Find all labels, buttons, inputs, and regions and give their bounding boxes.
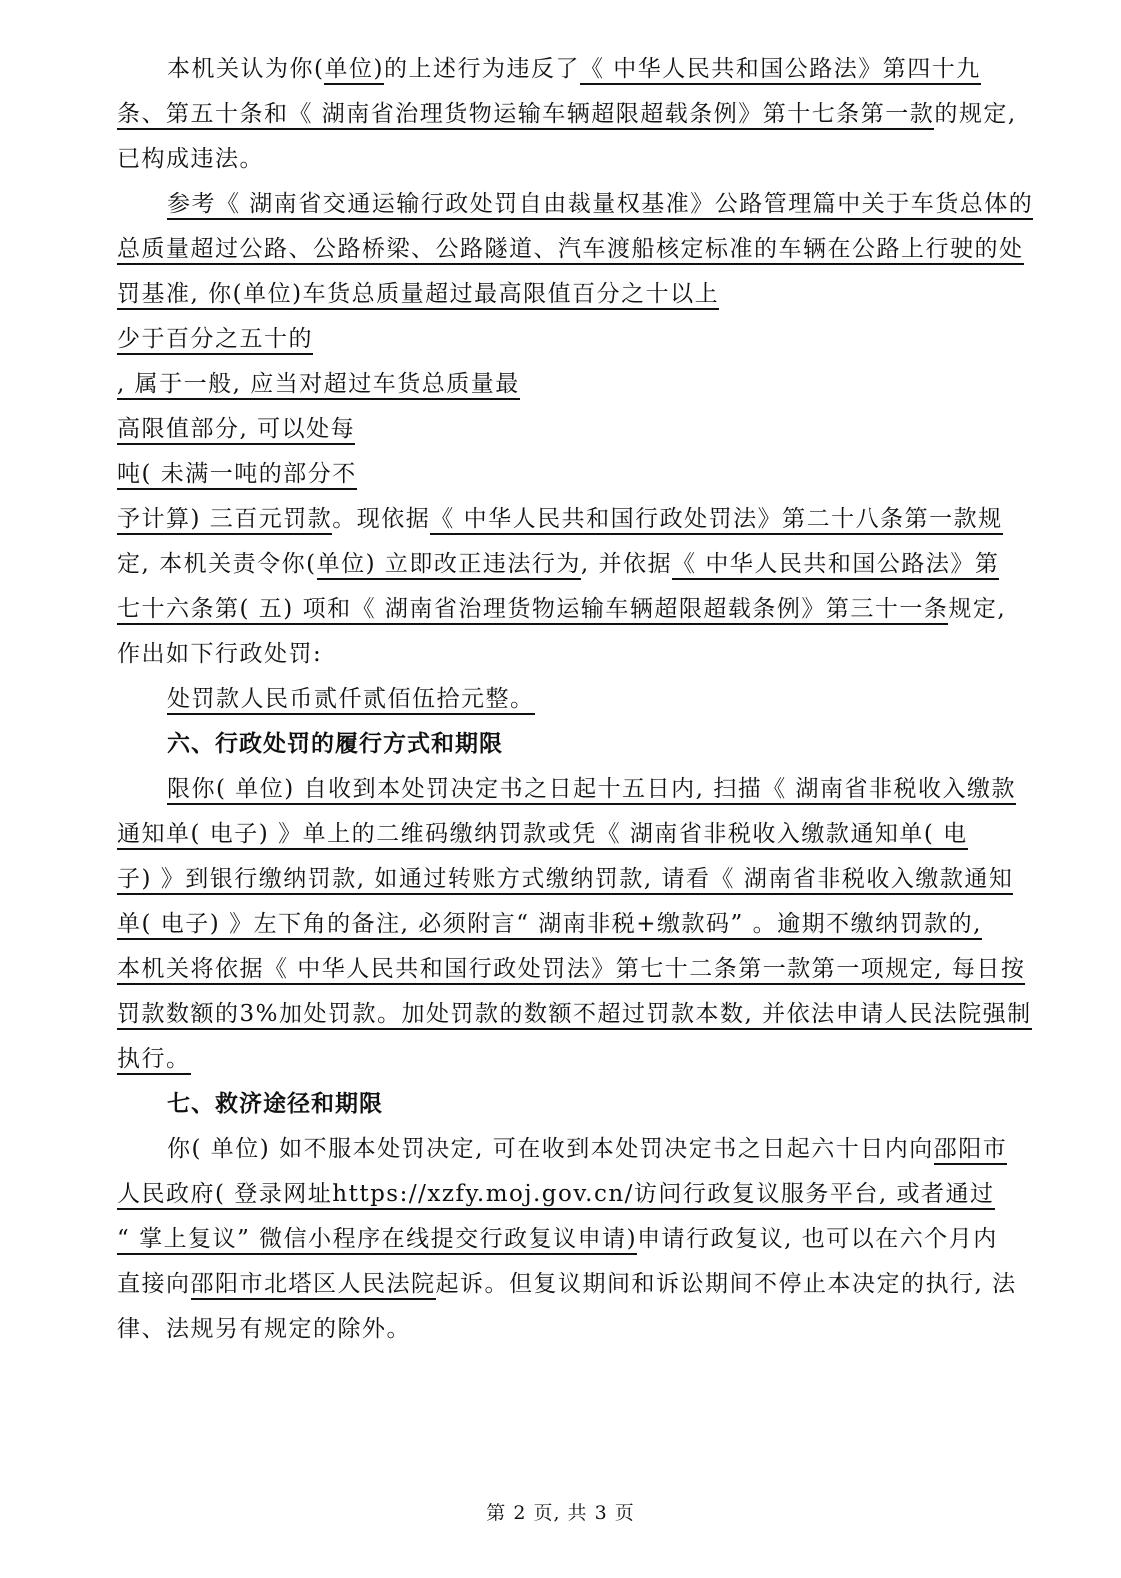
filled-authority: 人民政府( 登录网址https://xzfy.moj.gov.cn/访问行政复议服务平台, 或者通过: [117, 1181, 995, 1210]
text: 你( 单位) 如不服本处罚决定, 可在收到本处罚决定书之日起六十日内向: [167, 1136, 934, 1162]
text: 律、法规另有规定的除外。: [117, 1316, 411, 1342]
heading-text: 六、行政处罚的履行方式和期限: [167, 730, 503, 757]
page-number-label: 第 2 页, 共 3 页: [486, 1502, 635, 1524]
reference-line-5: [117, 369, 520, 401]
reference-line-1: [167, 189, 1033, 221]
section-seven-line-1: [167, 1134, 1007, 1166]
reference-line-2: [117, 234, 1024, 266]
section-six-line-7: [117, 1044, 191, 1076]
violation-line-3: [117, 144, 264, 176]
filled-law: 《 中华人民共和国行政处罚法》第二十八条第一款规: [430, 506, 1002, 535]
filled-text: 吨( 未满一吨的部分不: [117, 461, 357, 490]
filled-text: 限你( 单位) 自收到本处罚决定书之日起十五日内, 扫描《 湖南省非税收入缴款: [167, 776, 1016, 805]
filled-law: 条、第五十条和《 湖南省治理货物运输车辆超限超载条例》第十七条第一款: [117, 101, 934, 130]
violation-line-1: [167, 54, 981, 86]
filled-text: 予计算) 三百元罚款: [117, 506, 332, 535]
filled-law: 《 中华人民共和国公路法》第: [672, 551, 999, 580]
filled-authority: “ 掌上复议” 微信小程序在线提交行政复议申请): [117, 1226, 637, 1255]
section-seven-line-3: [117, 1224, 998, 1256]
reference-line-11: [117, 639, 322, 671]
section-six-line-1: [167, 774, 1016, 806]
section-six-line-3: [117, 864, 1013, 896]
section-seven-heading: [167, 1089, 383, 1121]
page-number: [0, 1500, 1121, 1526]
violation-line-2: [117, 99, 1017, 131]
filled-text: 单( 电子) 》左下角的备注, 必须附言“ 湖南非税+缴款码” 。逾期不缴纳罚款的,: [117, 911, 982, 940]
reference-line-3: [117, 279, 719, 311]
section-seven-line-5: [117, 1314, 411, 1346]
section-seven-line-4: [117, 1269, 1017, 1301]
text: 作出如下行政处罚:: [117, 641, 323, 667]
filled-law: 七十六条第( 五) 项和《 湖南省治理货物运输车辆超限超载条例》第三十一条: [117, 596, 948, 625]
text: 本机关认为你(: [167, 56, 325, 82]
reference-line-4: [117, 324, 313, 356]
filled-text: 罚基准, 你(单位)车货总质量超过最高限值百分之十以上: [117, 281, 719, 310]
reference-line-10: [117, 594, 1006, 626]
section-six-line-6: [117, 999, 1032, 1031]
penalty-amount-line: [167, 684, 535, 716]
filled-text: 少于百分之五十的: [117, 326, 313, 355]
filled-text: 本机关将依据《 中华人民共和国行政处罚法》第七十二条第一款第一项规定, 每日按: [117, 956, 1025, 985]
filled-text: 罚款数额的3%加处罚款。加处罚款的数额不超过罚款本数, 并依法申请人民法院强制: [117, 1001, 1032, 1030]
filled-law: 《 中华人民共和国公路法》第四十九: [580, 56, 981, 85]
reference-line-6: [117, 414, 355, 446]
text: 。现依据: [332, 506, 431, 532]
section-seven-line-2: [117, 1179, 995, 1211]
reference-line-9: [117, 549, 999, 581]
filled-text: 参考《 湖南省交通运输行政处罚自由裁量权基准》公路管理篇中关于车货总体的: [167, 191, 1033, 220]
section-six-line-5: [117, 954, 1025, 986]
section-six-line-2: [117, 819, 968, 851]
heading-text: 七、救济途径和期限: [167, 1090, 383, 1117]
text: , 并依据: [580, 551, 673, 577]
text: 已构成违法。: [117, 146, 264, 172]
text: 规定,: [948, 596, 1007, 622]
text: 直接向: [117, 1271, 191, 1297]
reference-line-8: [117, 504, 1003, 536]
filled-text: 执行。: [117, 1046, 191, 1075]
reference-line-7: [117, 459, 357, 491]
filled-text: 总质量超过公路、公路桥梁、公路隧道、汽车渡船核定标准的车辆在公路上行驶的处: [117, 236, 1024, 265]
filled-party: 单位): [324, 56, 383, 85]
filled-authority: 邵阳市: [934, 1136, 1008, 1165]
penalty-amount: 处罚款人民币贰仟贰佰伍拾元整。: [167, 686, 535, 715]
filled-text: 子) 》到银行缴纳罚款, 如通过转账方式缴纳罚款, 请看《 湖南省非税收入缴款通知: [117, 866, 1013, 895]
section-six-line-4: [117, 909, 982, 941]
text: 申请行政复议, 也可以在六个月内: [637, 1226, 998, 1252]
text: 的上述行为违反了: [383, 56, 580, 82]
filled-text: , 属于一般, 应当对超过车货总质量最: [117, 371, 520, 400]
filled-text: 单位) 立即改正违法行为: [317, 551, 581, 580]
filled-court: 邵阳市北塔区人民法院: [191, 1271, 436, 1300]
text: 定, 本机关责令你(: [117, 551, 317, 577]
filled-text: 高限值部分, 可以处每: [117, 416, 355, 445]
text: 的规定,: [934, 101, 1017, 127]
text: 起诉。但复议期间和诉讼期间不停止本决定的执行, 法: [435, 1271, 1017, 1297]
filled-text: 通知单( 电子) 》单上的二维码缴纳罚款或凭《 湖南省非税收入缴款通知单( 电: [117, 821, 968, 850]
section-six-heading: [167, 729, 503, 761]
